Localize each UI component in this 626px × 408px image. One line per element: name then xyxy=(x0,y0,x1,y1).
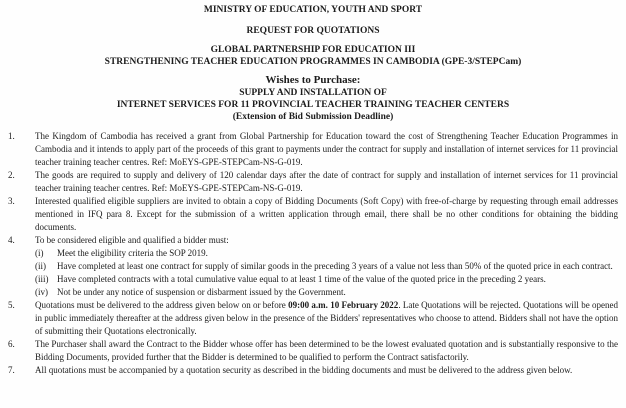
item-text: Interested qualified eligible suppliers are invited to obtain a copy of Bidding Documents (Soft Copy) with free-of-charge by requesting through email addresses mentioned in IFQ para 8. Except for the submission of a written application through email, there shall be no other conditions for obtaining the bidding documents. xyxy=(35,196,618,232)
deadline-post-text: . Late Quotations will be rejected. Quotations will be opened in public immediately thereafter at the address given below in the presence of the Bidders' representatives who choose to attend. Bidders shall not have the option of submitting their Quotations electronically. xyxy=(35,300,618,336)
item-text xyxy=(35,299,618,338)
wishes-to-purchase-heading: Wishes to Purchase: xyxy=(265,74,361,86)
sub-item-text: Have completed at least one contract for supply of similar goods in the preceding 3 years of a value not less than 50% of the quoted price in each contract. xyxy=(57,261,613,271)
sub-item-ii xyxy=(35,260,618,273)
sub-item-number: (i) xyxy=(35,248,44,258)
sub-item-number: (iii) xyxy=(35,274,49,284)
item-number: 6. xyxy=(8,339,15,349)
supply-heading: SUPPLY AND INSTALLATION OF xyxy=(239,88,387,98)
item-number: 5. xyxy=(8,300,15,310)
item-text: All quotations must be accompanied by a quotation security as described in the bidding documents and must be delivered to the address given below. xyxy=(35,365,573,375)
item-text: The Kingdom of Cambodia has received a grant from Global Partnership for Education toward the cost of Strengthening Teacher Education Programmes in Cambodia and it intends to apply part of the proceeds of this grant to payments under the contract for supply and installation of internet services for 11 provincial teacher training teacher centres. Ref: MoEYS-GPE-STEPCam-NS-G-019. xyxy=(35,131,618,167)
item-number: 4. xyxy=(8,235,15,245)
item-number: 7. xyxy=(8,365,15,375)
list-item-5 xyxy=(8,299,618,338)
sub-item-text: Not be under any notice of suspension or disbarment issued by the Government. xyxy=(57,287,346,297)
list-item-7-clipped xyxy=(8,364,618,377)
deadline-bold-text: 09:00 a.m. 10 February 2022 xyxy=(288,300,399,310)
list-item-4 xyxy=(8,234,618,299)
list-item-2 xyxy=(8,169,618,195)
sub-item-text: Have completed contracts with a total cumulative value equal to at least 1 time of the value of the quoted price in the preceding 2 years. xyxy=(57,274,546,284)
item-text: To be considered eligible and qualified a bidder must: xyxy=(35,235,229,245)
sub-item-number: (iv) xyxy=(35,287,48,297)
item-number: 2. xyxy=(8,170,15,180)
item-number: 1. xyxy=(8,131,15,141)
program-title-line1: GLOBAL PARTNERSHIP FOR EDUCATION III xyxy=(210,45,416,55)
list-item-1 xyxy=(8,130,618,169)
deadline-pre-text: Quotations must be delivered to the address given below on or before xyxy=(35,300,289,310)
extension-heading: (Extension of Bid Submission Deadline) xyxy=(232,112,394,122)
list-item-6 xyxy=(8,338,618,364)
sub-item-iii xyxy=(35,273,618,286)
item-text: The goods are required to supply and delivery of 120 calendar days after the date of contract for supply and installation of internet services for 11 provincial teacher training teacher centres. Ref: MoEYS-GPE-STEPCam-NS-G-019. xyxy=(35,170,618,193)
ministry-title: MINISTRY OF EDUCATION, YOUTH AND SPORT xyxy=(203,5,423,15)
list-item-3 xyxy=(8,195,618,234)
program-title-line2: STRENGTHENING TEACHER EDUCATION PROGRAMMES IN CAMBODIA (GPE-3/STEPCam) xyxy=(104,57,522,67)
numbered-clause-list xyxy=(8,130,618,377)
sub-item-iv xyxy=(35,286,618,299)
sub-item-number: (ii) xyxy=(35,261,46,271)
item-text: The Purchaser shall award the Contract to the Bidder whose offer has been determined to be the lowest evaluated quotation and is substantially responsive to the Bidding Documents, provided further that the Bidder is determined to be qualified to perform the Contract satisfactorily. xyxy=(35,339,618,362)
item-number: 3. xyxy=(8,196,15,206)
sub-item-i xyxy=(35,247,618,260)
internet-services-heading: INTERNET SERVICES FOR 11 PROVINCIAL TEACHER TRAINING TEACHER CENTERS xyxy=(116,100,510,110)
sub-item-text: Meet the eligibility criteria the SOP 2019. xyxy=(57,248,208,258)
rfq-title: REQUEST FOR QUOTATIONS xyxy=(246,26,380,36)
